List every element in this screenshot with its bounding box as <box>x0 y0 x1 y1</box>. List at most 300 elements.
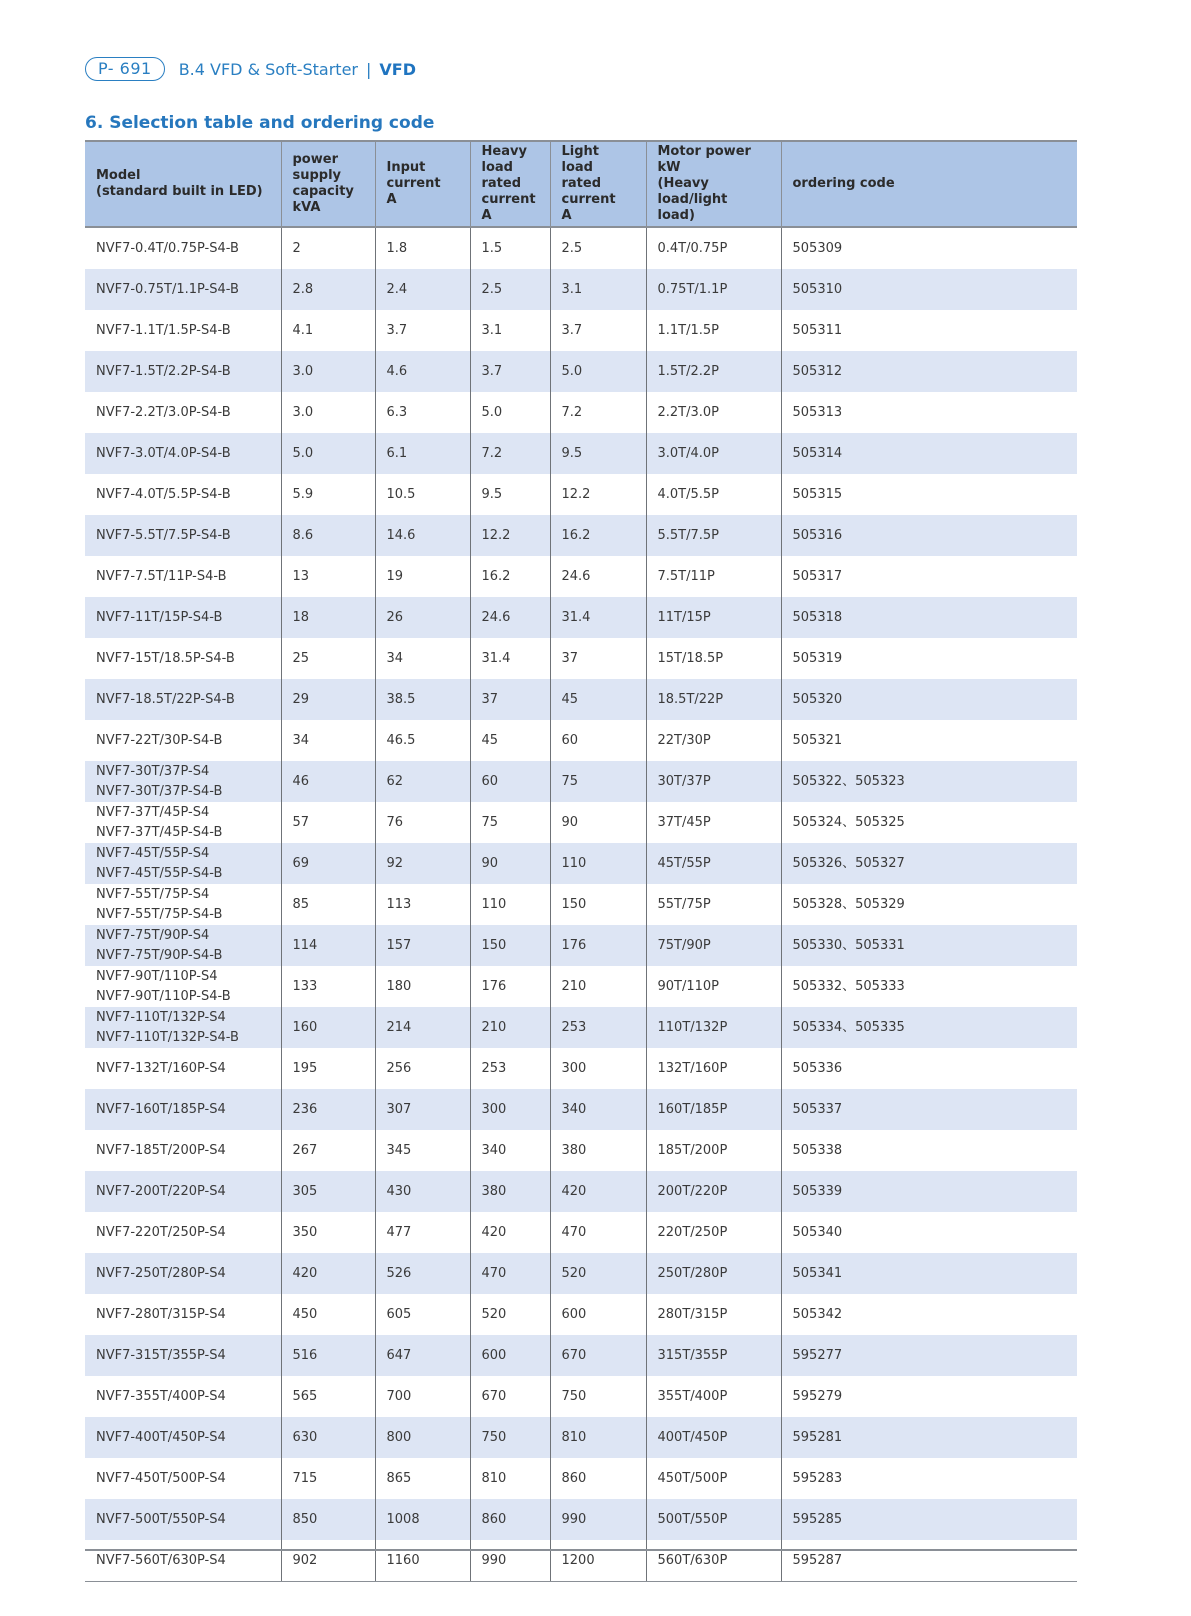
cell-motor-power: 37T/45P <box>646 802 781 843</box>
cell-ordering-code: 505324、505325 <box>781 802 1077 843</box>
cell-light-load: 380 <box>550 1130 646 1171</box>
cell-light-load: 45 <box>550 679 646 720</box>
cell-model <box>85 720 281 761</box>
header-text-line: (standard built in LED) <box>96 184 263 199</box>
cell-model <box>85 802 281 843</box>
cell-light-load: 110 <box>550 843 646 884</box>
cell-model <box>85 1499 281 1540</box>
header-text-line: Motor power kW <box>657 144 751 175</box>
cell-input-current: 477 <box>375 1212 470 1253</box>
table-row <box>85 515 1077 556</box>
cell-motor-power: 132T/160P <box>646 1048 781 1089</box>
cell-motor-power: 250T/280P <box>646 1253 781 1294</box>
table-row <box>85 392 1077 433</box>
cell-heavy-load: 45 <box>470 720 550 761</box>
page-header <box>85 57 416 81</box>
model-name: NVF7-30T/37P-S4-B <box>96 783 223 799</box>
model-name: NVF7-75T/90P-S4-B <box>96 947 223 963</box>
cell-motor-power: 280T/315P <box>646 1294 781 1335</box>
cell-heavy-load: 2.5 <box>470 269 550 310</box>
cell-kva: 516 <box>281 1335 375 1376</box>
model-name: NVF7-110T/132P-S4-B <box>96 1029 239 1045</box>
cell-heavy-load: 600 <box>470 1335 550 1376</box>
cell-ordering-code: 505338 <box>781 1130 1077 1171</box>
header-text-line: A <box>386 192 397 207</box>
cell-light-load: 253 <box>550 1007 646 1048</box>
cell-input-current: 700 <box>375 1376 470 1417</box>
cell-motor-power: 4.0T/5.5P <box>646 474 781 515</box>
cell-model <box>85 556 281 597</box>
table-row <box>85 227 1077 269</box>
cell-ordering-code: 505342 <box>781 1294 1077 1335</box>
cell-kva: 195 <box>281 1048 375 1089</box>
cell-ordering-code: 505340 <box>781 1212 1077 1253</box>
cell-motor-power: 2.2T/3.0P <box>646 392 781 433</box>
cell-motor-power: 45T/55P <box>646 843 781 884</box>
cell-input-current: 256 <box>375 1048 470 1089</box>
cell-model <box>85 843 281 884</box>
cell-input-current: 157 <box>375 925 470 966</box>
cell-model <box>85 351 281 392</box>
model-name: NVF7-4.0T/5.5P-S4-B <box>96 486 231 502</box>
cell-light-load: 520 <box>550 1253 646 1294</box>
cell-ordering-code: 505320 <box>781 679 1077 720</box>
cell-motor-power: 160T/185P <box>646 1089 781 1130</box>
cell-input-current: 4.6 <box>375 351 470 392</box>
cell-model <box>85 1417 281 1458</box>
header-text-line: A <box>481 208 492 223</box>
cell-light-load: 810 <box>550 1417 646 1458</box>
header-heavy-load <box>470 141 550 227</box>
header-text-line: Heavy load <box>481 144 527 175</box>
cell-input-current: 865 <box>375 1458 470 1499</box>
header-motor-power <box>646 141 781 227</box>
cell-ordering-code: 505317 <box>781 556 1077 597</box>
cell-ordering-code: 505318 <box>781 597 1077 638</box>
cell-model <box>85 1294 281 1335</box>
cell-model <box>85 966 281 1007</box>
cell-kva: 46 <box>281 761 375 802</box>
model-name: NVF7-560T/630P-S4 <box>96 1552 226 1568</box>
cell-model <box>85 269 281 310</box>
cell-light-load: 3.1 <box>550 269 646 310</box>
cell-input-current: 62 <box>375 761 470 802</box>
cell-ordering-code: 505341 <box>781 1253 1077 1294</box>
cell-model <box>85 515 281 556</box>
cell-light-load: 150 <box>550 884 646 925</box>
cell-heavy-load: 150 <box>470 925 550 966</box>
cell-kva: 13 <box>281 556 375 597</box>
header-text-line: Input current <box>386 160 441 191</box>
cell-kva: 69 <box>281 843 375 884</box>
breadcrumb-section: B.4 VFD & Soft-Starter <box>178 59 358 79</box>
cell-light-load: 420 <box>550 1171 646 1212</box>
cell-model <box>85 433 281 474</box>
cell-motor-power: 400T/450P <box>646 1417 781 1458</box>
cell-model <box>85 227 281 269</box>
cell-kva: 85 <box>281 884 375 925</box>
cell-input-current: 180 <box>375 966 470 1007</box>
cell-heavy-load: 210 <box>470 1007 550 1048</box>
cell-input-current: 345 <box>375 1130 470 1171</box>
cell-heavy-load: 176 <box>470 966 550 1007</box>
header-text-line: load) <box>657 208 695 223</box>
cell-heavy-load: 3.7 <box>470 351 550 392</box>
cell-ordering-code: 505311 <box>781 310 1077 351</box>
cell-heavy-load: 253 <box>470 1048 550 1089</box>
cell-model <box>85 1540 281 1582</box>
model-name: NVF7-250T/280P-S4 <box>96 1265 226 1281</box>
cell-input-current: 92 <box>375 843 470 884</box>
cell-input-current: 6.3 <box>375 392 470 433</box>
cell-motor-power: 315T/355P <box>646 1335 781 1376</box>
model-name: NVF7-280T/315P-S4 <box>96 1306 226 1322</box>
cell-input-current: 214 <box>375 1007 470 1048</box>
cell-model <box>85 1458 281 1499</box>
cell-heavy-load: 16.2 <box>470 556 550 597</box>
cell-light-load: 90 <box>550 802 646 843</box>
cell-ordering-code: 505332、505333 <box>781 966 1077 1007</box>
selection-table <box>85 140 1077 1582</box>
cell-kva: 2 <box>281 227 375 269</box>
model-name: NVF7-110T/132P-S4 <box>96 1009 226 1025</box>
section-title: 6. Selection table and ordering code <box>85 113 435 133</box>
table-row <box>85 556 1077 597</box>
cell-input-current: 38.5 <box>375 679 470 720</box>
cell-heavy-load: 7.2 <box>470 433 550 474</box>
table-row <box>85 1007 1077 1048</box>
cell-heavy-load: 380 <box>470 1171 550 1212</box>
cell-ordering-code: 505309 <box>781 227 1077 269</box>
cell-ordering-code: 595283 <box>781 1458 1077 1499</box>
cell-input-current: 1.8 <box>375 227 470 269</box>
table-row <box>85 1171 1077 1212</box>
table-row <box>85 720 1077 761</box>
model-name: NVF7-11T/15P-S4-B <box>96 609 223 625</box>
table-row <box>85 474 1077 515</box>
cell-input-current: 1160 <box>375 1540 470 1582</box>
cell-motor-power: 18.5T/22P <box>646 679 781 720</box>
cell-kva: 630 <box>281 1417 375 1458</box>
cell-kva: 565 <box>281 1376 375 1417</box>
cell-heavy-load: 110 <box>470 884 550 925</box>
cell-kva: 267 <box>281 1130 375 1171</box>
cell-ordering-code: 505315 <box>781 474 1077 515</box>
model-name: NVF7-1.1T/1.5P-S4-B <box>96 322 231 338</box>
cell-light-load: 750 <box>550 1376 646 1417</box>
model-name: NVF7-315T/355P-S4 <box>96 1347 226 1363</box>
table-row <box>85 269 1077 310</box>
model-name: NVF7-22T/30P-S4-B <box>96 732 223 748</box>
cell-heavy-load: 810 <box>470 1458 550 1499</box>
model-name: NVF7-0.4T/0.75P-S4-B <box>96 240 239 256</box>
model-name: NVF7-45T/55P-S4 <box>96 845 210 861</box>
cell-light-load: 1200 <box>550 1540 646 1582</box>
model-name: NVF7-55T/75P-S4-B <box>96 906 223 922</box>
cell-input-current: 46.5 <box>375 720 470 761</box>
cell-motor-power: 200T/220P <box>646 1171 781 1212</box>
cell-kva: 450 <box>281 1294 375 1335</box>
cell-input-current: 14.6 <box>375 515 470 556</box>
cell-light-load: 60 <box>550 720 646 761</box>
cell-input-current: 6.1 <box>375 433 470 474</box>
cell-input-current: 76 <box>375 802 470 843</box>
cell-motor-power: 90T/110P <box>646 966 781 1007</box>
cell-ordering-code: 595279 <box>781 1376 1077 1417</box>
cell-kva: 236 <box>281 1089 375 1130</box>
cell-motor-power: 185T/200P <box>646 1130 781 1171</box>
model-name: NVF7-90T/110P-S4 <box>96 968 218 984</box>
cell-light-load: 31.4 <box>550 597 646 638</box>
cell-model <box>85 392 281 433</box>
cell-input-current: 34 <box>375 638 470 679</box>
table-row <box>85 1130 1077 1171</box>
cell-ordering-code: 505326、505327 <box>781 843 1077 884</box>
cell-kva: 350 <box>281 1212 375 1253</box>
cell-model <box>85 1171 281 1212</box>
cell-heavy-load: 3.1 <box>470 310 550 351</box>
model-name: NVF7-18.5T/22P-S4-B <box>96 691 235 707</box>
table-row <box>85 1335 1077 1376</box>
cell-ordering-code: 595285 <box>781 1499 1077 1540</box>
cell-light-load: 2.5 <box>550 227 646 269</box>
cell-kva: 18 <box>281 597 375 638</box>
cell-kva: 2.8 <box>281 269 375 310</box>
cell-ordering-code: 505310 <box>781 269 1077 310</box>
table-row <box>85 761 1077 802</box>
cell-motor-power: 560T/630P <box>646 1540 781 1582</box>
table-header <box>85 141 1077 227</box>
cell-kva: 850 <box>281 1499 375 1540</box>
cell-input-current: 430 <box>375 1171 470 1212</box>
cell-model <box>85 679 281 720</box>
table-row <box>85 638 1077 679</box>
header-text-line: capacity <box>292 184 354 199</box>
cell-kva: 902 <box>281 1540 375 1582</box>
cell-kva: 3.0 <box>281 392 375 433</box>
header-text-line: (Heavy load/light <box>657 176 728 207</box>
header-text-line: rated current <box>481 176 536 207</box>
cell-input-current: 113 <box>375 884 470 925</box>
table-body <box>85 227 1077 1582</box>
table-row <box>85 679 1077 720</box>
cell-ordering-code: 595277 <box>781 1335 1077 1376</box>
cell-motor-power: 110T/132P <box>646 1007 781 1048</box>
table-row <box>85 1376 1077 1417</box>
cell-model <box>85 1089 281 1130</box>
cell-input-current: 19 <box>375 556 470 597</box>
cell-motor-power: 1.5T/2.2P <box>646 351 781 392</box>
cell-light-load: 5.0 <box>550 351 646 392</box>
model-name: NVF7-355T/400P-S4 <box>96 1388 226 1404</box>
cell-heavy-load: 90 <box>470 843 550 884</box>
cell-ordering-code: 505334、505335 <box>781 1007 1077 1048</box>
cell-motor-power: 450T/500P <box>646 1458 781 1499</box>
cell-kva: 34 <box>281 720 375 761</box>
cell-kva: 114 <box>281 925 375 966</box>
cell-input-current: 307 <box>375 1089 470 1130</box>
model-name: NVF7-0.75T/1.1P-S4-B <box>96 281 239 297</box>
cell-model <box>85 597 281 638</box>
cell-ordering-code: 505321 <box>781 720 1077 761</box>
header-text-line: A <box>561 208 572 223</box>
cell-model <box>85 1130 281 1171</box>
cell-light-load: 37 <box>550 638 646 679</box>
cell-light-load: 3.7 <box>550 310 646 351</box>
cell-heavy-load: 60 <box>470 761 550 802</box>
cell-heavy-load: 9.5 <box>470 474 550 515</box>
cell-heavy-load: 1.5 <box>470 227 550 269</box>
model-name: NVF7-15T/18.5P-S4-B <box>96 650 235 666</box>
cell-light-load: 600 <box>550 1294 646 1335</box>
cell-heavy-load: 31.4 <box>470 638 550 679</box>
cell-light-load: 16.2 <box>550 515 646 556</box>
cell-heavy-load: 520 <box>470 1294 550 1335</box>
table-row <box>85 1458 1077 1499</box>
cell-motor-power: 75T/90P <box>646 925 781 966</box>
model-name: NVF7-1.5T/2.2P-S4-B <box>96 363 231 379</box>
table-row <box>85 1253 1077 1294</box>
cell-light-load: 990 <box>550 1499 646 1540</box>
table-row <box>85 966 1077 1007</box>
header-text-line: power supply <box>292 152 342 183</box>
cell-kva: 420 <box>281 1253 375 1294</box>
cell-input-current: 26 <box>375 597 470 638</box>
cell-kva: 57 <box>281 802 375 843</box>
cell-light-load: 210 <box>550 966 646 1007</box>
cell-ordering-code: 595287 <box>781 1540 1077 1582</box>
model-name: NVF7-37T/45P-S4-B <box>96 824 223 840</box>
cell-model <box>85 638 281 679</box>
cell-input-current: 605 <box>375 1294 470 1335</box>
cell-model <box>85 310 281 351</box>
cell-light-load: 7.2 <box>550 392 646 433</box>
cell-light-load: 860 <box>550 1458 646 1499</box>
table-row <box>85 1048 1077 1089</box>
cell-motor-power: 11T/15P <box>646 597 781 638</box>
cell-ordering-code: 505330、505331 <box>781 925 1077 966</box>
header-kva <box>281 141 375 227</box>
cell-input-current: 2.4 <box>375 269 470 310</box>
cell-motor-power: 355T/400P <box>646 1376 781 1417</box>
cell-light-load: 340 <box>550 1089 646 1130</box>
header-light-load <box>550 141 646 227</box>
cell-model <box>85 1376 281 1417</box>
model-name: NVF7-37T/45P-S4 <box>96 804 210 820</box>
cell-heavy-load: 340 <box>470 1130 550 1171</box>
cell-motor-power: 55T/75P <box>646 884 781 925</box>
cell-heavy-load: 12.2 <box>470 515 550 556</box>
model-name: NVF7-185T/200P-S4 <box>96 1142 226 1158</box>
cell-light-load: 300 <box>550 1048 646 1089</box>
cell-light-load: 470 <box>550 1212 646 1253</box>
model-name: NVF7-30T/37P-S4 <box>96 763 210 779</box>
cell-heavy-load: 470 <box>470 1253 550 1294</box>
model-name: NVF7-132T/160P-S4 <box>96 1060 226 1076</box>
table-row <box>85 433 1077 474</box>
cell-kva: 133 <box>281 966 375 1007</box>
cell-input-current: 800 <box>375 1417 470 1458</box>
cell-ordering-code: 595281 <box>781 1417 1077 1458</box>
cell-light-load: 176 <box>550 925 646 966</box>
model-name: NVF7-220T/250P-S4 <box>96 1224 226 1240</box>
cell-motor-power: 5.5T/7.5P <box>646 515 781 556</box>
page-number-badge: P- 691 <box>85 57 165 81</box>
cell-heavy-load: 670 <box>470 1376 550 1417</box>
model-name: NVF7-450T/500P-S4 <box>96 1470 226 1486</box>
cell-heavy-load: 300 <box>470 1089 550 1130</box>
cell-kva: 29 <box>281 679 375 720</box>
cell-motor-power: 15T/18.5P <box>646 638 781 679</box>
header-text-line: Model <box>96 168 141 183</box>
model-name: NVF7-45T/55P-S4-B <box>96 865 223 881</box>
cell-ordering-code: 505319 <box>781 638 1077 679</box>
cell-model <box>85 1212 281 1253</box>
table-row <box>85 1540 1077 1582</box>
cell-kva: 25 <box>281 638 375 679</box>
cell-motor-power: 0.75T/1.1P <box>646 269 781 310</box>
cell-kva: 3.0 <box>281 351 375 392</box>
cell-light-load: 12.2 <box>550 474 646 515</box>
cell-motor-power: 7.5T/11P <box>646 556 781 597</box>
cell-motor-power: 3.0T/4.0P <box>646 433 781 474</box>
table-row <box>85 1417 1077 1458</box>
cell-input-current: 3.7 <box>375 310 470 351</box>
cell-model <box>85 884 281 925</box>
cell-heavy-load: 750 <box>470 1417 550 1458</box>
cell-kva: 160 <box>281 1007 375 1048</box>
table-row <box>85 1294 1077 1335</box>
model-name: NVF7-400T/450P-S4 <box>96 1429 226 1445</box>
table-row <box>85 597 1077 638</box>
cell-heavy-load: 37 <box>470 679 550 720</box>
cell-model <box>85 1253 281 1294</box>
cell-motor-power: 220T/250P <box>646 1212 781 1253</box>
cell-model <box>85 474 281 515</box>
cell-kva: 305 <box>281 1171 375 1212</box>
breadcrumb-separator: | <box>366 59 372 79</box>
header-text-line: ordering code <box>792 176 895 191</box>
header-row <box>85 141 1077 227</box>
cell-light-load: 670 <box>550 1335 646 1376</box>
table-row <box>85 884 1077 925</box>
cell-motor-power: 22T/30P <box>646 720 781 761</box>
header-text-line: kVA <box>292 200 321 215</box>
cell-heavy-load: 75 <box>470 802 550 843</box>
header-ordering-code <box>781 141 1077 227</box>
cell-input-current: 647 <box>375 1335 470 1376</box>
cell-ordering-code: 505322、505323 <box>781 761 1077 802</box>
table-row <box>85 802 1077 843</box>
cell-model <box>85 925 281 966</box>
model-name: NVF7-55T/75P-S4 <box>96 886 210 902</box>
cell-ordering-code: 505339 <box>781 1171 1077 1212</box>
model-name: NVF7-200T/220P-S4 <box>96 1183 226 1199</box>
model-name: NVF7-5.5T/7.5P-S4-B <box>96 527 231 543</box>
cell-heavy-load: 860 <box>470 1499 550 1540</box>
cell-motor-power: 1.1T/1.5P <box>646 310 781 351</box>
cell-model <box>85 1048 281 1089</box>
cell-ordering-code: 505337 <box>781 1089 1077 1130</box>
model-name: NVF7-2.2T/3.0P-S4-B <box>96 404 231 420</box>
cell-heavy-load: 5.0 <box>470 392 550 433</box>
cell-motor-power: 30T/37P <box>646 761 781 802</box>
cell-heavy-load: 990 <box>470 1540 550 1582</box>
header-text-line: Light load <box>561 144 600 175</box>
cell-input-current: 1008 <box>375 1499 470 1540</box>
cell-ordering-code: 505316 <box>781 515 1077 556</box>
cell-light-load: 24.6 <box>550 556 646 597</box>
